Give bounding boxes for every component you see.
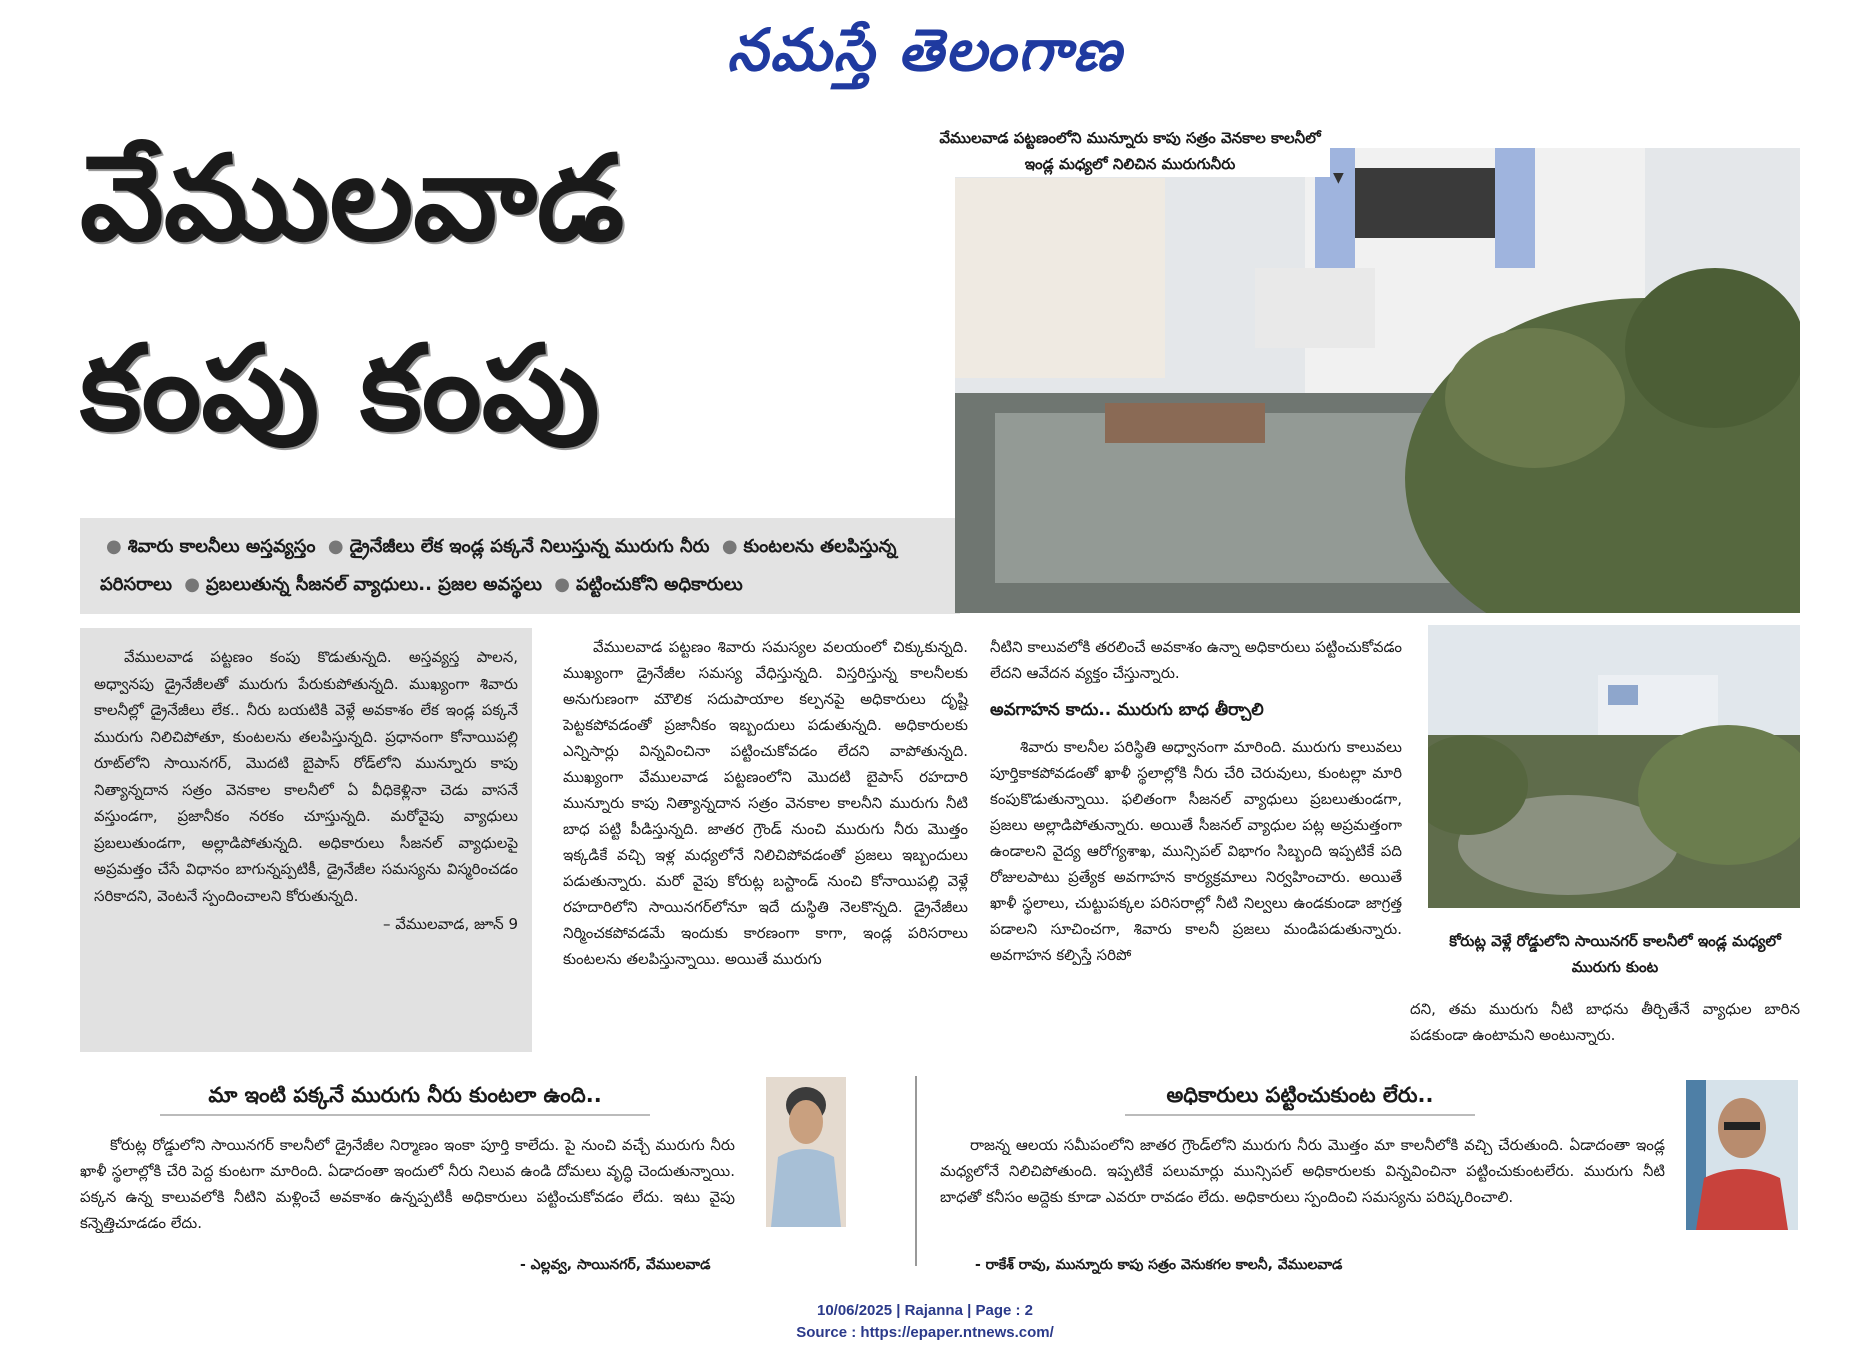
headline-line-2: కంపు కంపు xyxy=(80,319,600,457)
lead-box xyxy=(80,628,532,1052)
article-column-4: దని, తమ మురుగు నీటి బాధను తీర్చితేనే వ్యాధుల బారిన పడకుండా ఉంటామని అంటున్నారు. xyxy=(1410,1000,1800,1044)
bullet-icon: ● xyxy=(554,574,570,595)
article-column-2: వేములవాడ పట్టణం శివారు సమస్యల వలయంలో చిక్కుకున్నది. ముఖ్యంగా డ్రైనేజీల సమస్య వేధిస్తున్నది. విస్తరిస్తున్న కాలనీలకు అనుగుణంగా మౌలిక సదుపాయాల కల్పనపై అధికారులు దృష్టి పెట్టకపోవడంతో ప్రజానీకం ఇబ్బందులు పడుతున్నది. అధికారులకు ఎన్నిసార్లు విన్నవించినా పట్టించుకోవడం లేదని వాపోతున్నది. ముఖ్యంగా వేములవాడ పట్టణంలోని మొదటి బైపాస్ రహదారి మున్నూరు కాపు నిత్యాన్నదాన సత్రం వెనకాల కాలనీని మురుగు నీటి బాధ పట్టి పీడిస్తున్నది. జాతర గ్రౌండ్ నుంచి మురుగు నీరు మొత్తం ఇక్కడికే వచ్చి ఇళ్ల మధ్యలోనే నిలిచిపోవడంతో ప్రజలు ఇబ్బందులు పడుతున్నారు. మరో వైపు కోరుట్ల బస్టాండ్ నుంచి కోనాయిపల్లి వెళ్లే రహదారిలోని సాయినగర్‌లోనూ ఇదే దుస్థితి నెలకొన్నది. డ్రైనేజీలు నిర్మించకపోవడమే ఇందుకు కారణంగా కాగా, ఇండ్ల పరిసరాలు కుంటలను తలపిస్తున్నాయి. అయితే మురుగు xyxy=(563,638,968,968)
footer-edition-info: 10/06/2025 | Rajanna | Page : 2 xyxy=(816,1302,1033,1319)
column-divider xyxy=(915,1076,917,1266)
caption-arrow-icon: ▼ xyxy=(1333,170,1344,186)
bullet-icon: ● xyxy=(184,574,200,595)
bullet-icon: ● xyxy=(721,536,738,557)
bullet-icon: ● xyxy=(106,536,122,557)
dateline: – వేములవాడ, జూన్ 9 xyxy=(383,915,518,933)
side-photo-illustration xyxy=(1428,625,1800,908)
kicker-item: పట్టించుకోని అధికారులు xyxy=(575,574,743,595)
portrait-man-illustration xyxy=(1686,1080,1798,1230)
headline-line-1: వేములవాడ xyxy=(80,129,625,267)
kicker-item: ప్రబలుతున్న సీజనల్ వ్యాధులు.. ప్రజల అవస్థలు xyxy=(205,574,542,595)
kicker-bar xyxy=(80,518,960,614)
subheading: అవగాహన కాదు.. మురుగు బాధ తీర్చాలి xyxy=(990,700,1264,720)
kicker-item: కుంటలను తలపిస్తున్న పరిసరాలు xyxy=(100,536,897,595)
article-column-3 xyxy=(990,634,1402,968)
quote-2-portrait xyxy=(1686,1080,1798,1230)
main-photo xyxy=(955,148,1800,613)
quote-2-signature: - రాకేశ్ రావు, మున్నూరు కాపు సత్రం వెనుకగల కాలనీ, వేములవాడ xyxy=(975,1257,1343,1273)
quote-1-portrait xyxy=(766,1077,846,1227)
side-photo-caption: కోరుట్ల వెళ్లే రోడ్డులోని సాయినగర్ కాలనీలో ఇండ్ల మధ్యలో మురుగు కుంట xyxy=(1449,932,1781,976)
column-3-continuation: నీటిని కాలువలోకి తరలించే అవకాశం ఉన్నా అధికారులు పట్టించుకోవడం లేదని ఆవేదన వ్యక్తం చేస్తున్నారు. xyxy=(990,638,1402,682)
quote-1-title: మా ఇంటి పక్కనే మురుగు నీరు కుంటలా ఉంది.. xyxy=(160,1078,650,1116)
main-photo-caption: వేములవాడ పట్టణంలోని మున్నూరు కాపు సత్రం వెనకాల కాలనీలో ఇండ్ల మధ్యలో నిలిచిన మురుగునీరు xyxy=(930,125,1330,177)
quote-1-body: కోరుట్ల రోడ్డులోని సాయినగర్ కాలనీలో డ్రైనేజీల నిర్మాణం ఇంకా పూర్తి కాలేదు. పై నుంచి వచ్చే మురుగు నీరు ఖాళీ స్థలాల్లోకి చేరి పెద్ద కుంటగా మారింది. ఏడాదంతా ఇందులో నీరు నిలువ ఉండి దోమలు వృద్ధి చెందుతున్నాయి. పక్కన ఉన్న కాలువలోకి నీటిని మళ్లించే అవకాశం ఉన్నప్పటికీ అధికారులు పట్టించుకోవడం లేదు. ఇటు వైపు కన్నెత్తిచూడడం లేదు. xyxy=(80,1136,735,1232)
quote-1-signature: - ఎల్లవ్వ, సాయినగర్, వేములవాడ xyxy=(520,1257,711,1273)
main-photo-illustration xyxy=(955,148,1800,613)
page-footer xyxy=(700,1300,1150,1344)
column-3-body: శివారు కాలనీల పరిస్థితి అధ్వానంగా మారింది. మురుగు కాలువలు పూర్తికాకపోవడంతో ఖాళీ స్థలాల్లోకి నీరు చేరి చెరువులు, కుంటల్లా మారి కంపుకొడుతున్నాయి. ఫలితంగా సీజనల్ వ్యాధులు ప్రబలుతుండగా, ప్రజలు అల్లాడిపోతున్నారు. అయితే సీజనల్ వ్యాధుల పట్ల అప్రమత్తంగా ఉండాలని వైద్య ఆరోగ్యశాఖ, మున్సిపల్ విభాగం సిబ్బంది ఇప్పటికే పది రోజులపాటు ప్రత్యేక అవగాహన కార్యక్రమాలు నిర్వహించారు. అయితే ఖాళీ స్థలాలు, చుట్టుపక్కల పరిసరాల్లో నీటి నిల్వలు ఉండకుండా జాగ్రత్త పడాలని సూచించగా, శివారు కాలనీ ప్రజలు మండిపడుతున్నారు. అవగాహన కల్పిస్తే సరిపో xyxy=(990,738,1402,964)
lead-paragraph: వేములవాడ పట్టణం కంపు కొడుతున్నది. అస్తవ్యస్త పాలన, అధ్వానపు డ్రైనేజీలతో మురుగు పేరుకుపోతున్నది. ముఖ్యంగా శివారు కాలనీల్లో డ్రైనేజీలు లేక.. నీరు బయటికి వెళ్లే అవకాశం లేక ఇండ్ల పక్కనే మురుగు నిలిచిపోతూ, కుంటలను తలపిస్తున్నది. ప్రధానంగా కోనాయిపల్లి రూట్‌లోని సాయినగర్, మొదటి బైపాస్ రోడ్‌లోని మున్నూరు కాపు నిత్యాన్నదాన సత్రం వెనకాల కాలనీలో ఏ వీధికెళ్లినా చెడు వాసనే వస్తుండగా, ప్రజానీకం నరకం చూస్తున్నది. మరోవైపు వ్యాధులు ప్రబలుతుండగా, అల్లాడిపోతున్నది. అధికారులు సీజనల్ వ్యాధులపై అప్రమత్తం చేసే విధానం బాగున్నప్పటికీ, డ్రైనేజీల సమస్యను విస్మరించడం సరికాదని, వెంటనే స్పందించాలని కోరుతున్నది. xyxy=(94,648,518,905)
side-photo xyxy=(1428,625,1800,908)
quote-2-body: రాజన్న ఆలయ సమీపంలోని జాతర గ్రౌండ్‌లోని మురుగు నీరు మొత్తం మా కాలనీలోకి వచ్చి చేరుతుంది. ఏడాదంతా ఇండ్ల మధ్యలోనే నిలిచిపోతుంది. ఇప్పటికే పలుమార్లు మున్సిపల్ అధికారులకు విన్నవించినా పట్టించుకుంటలేరు. మురుగు నీటి బాధతో కనీసం అద్దెకు కూడా ఎవరూ రావడం లేదు. అధికారులు స్పందించి సమస్యను పరిష్కరించాలి. xyxy=(940,1136,1665,1206)
masthead-logo: నమస్తే తెలంగాణ xyxy=(727,16,1123,84)
portrait-woman-illustration xyxy=(766,1077,846,1227)
kicker-item: డ్రైనేజీలు లేక ఇండ్ల పక్కనే నిలుస్తున్న మురుగు నీరు xyxy=(349,536,710,557)
footer-source-link[interactable]: Source : https://epaper.ntnews.com/ xyxy=(796,1324,1054,1341)
kicker-item: శివారు కాలనీలు అస్తవ్యస్తం xyxy=(127,536,316,557)
quote-2-title: అధికారులు పట్టించుకుంట లేరు.. xyxy=(1125,1078,1475,1116)
bullet-icon: ● xyxy=(327,536,344,557)
